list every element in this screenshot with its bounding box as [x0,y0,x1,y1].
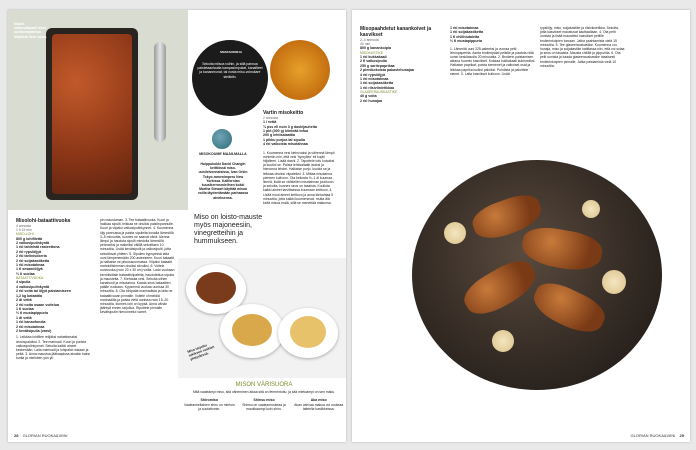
chicken-recipe-col2 [450,26,536,76]
world-title: MISOKOUME MAAILMALLA [199,152,247,156]
ingredient: 2 rkl rypsiöljyä [16,249,42,254]
method-b: pin maustuman. 3. Tee bataattivuoka. Kuori ja hakkaa sipulit, leikkaa ne ohuiksi paistinpannulle. Kuori ja viipaloi valkosipulinkynnet. 4. Kuumenna öljy pannussa ja paista sipuleita kovalla lämmöllä 3–5 minuuttia, kunnes ne saavat väriä. Alenna lämpö ja hauduta sipulit miedolla lämmöllä pehmeiksi ja makeiksi välillä sekoittaen 10 minuuttia. Lisää kevätsipulit ja valkosipulit, jotta sekoittuvat yhteen. 5. Sipulien kypsyessä laita uuni lämpenemään 200 asteeseen. Kuori bataatit ja halkaise ne pituussuunnassa. Viipaloi bataatit mahdollisimman ohuiksi siivuiksi. 6. Voitele uunivuoka (noin 20 x 30 cm) voilla. Lado vuokaan kerroksittain bataattiviipaleita, haudutettua sipulia ja mausteita. 7. Kiehauta vesi. Sekoita siihen kanafondi ja misotahna. Kaada seos bataattien päälle vuokaan. Kypsennä vuokaa uunissa 30 minuuttia. 8. Ota lohipalat marinadista ja laita ne bataattivuoan pinnalle. Voitele ohmeldiä marinadilla ja paista vielä uunissa noin 15–20 minuuttia, kunnes lohi on kypsä. Anna vähän jäähtyä ennen tarjoilua. Ripottele pinnalle kevätsipulin hienonnetut varret. [100,218,175,315]
ingredient: 1 rkl tahinistä rasteettona [16,245,60,250]
ingredient: 4 rkl rypsiöljyä [360,72,386,77]
ingredient: 2 kevätsipulia (varsi) [16,328,52,333]
right-page [352,10,690,442]
ingredient: 2 rkl voita tai öljyä paistamiseen [16,289,71,294]
section-head: BATAATTIVUOKA [16,276,44,281]
ingredient: ½ tl mustapippuria [450,39,482,44]
ingredient: 1 rkl misotahnaa [16,263,45,268]
world-globe-icon [211,128,233,150]
photo-caption-bottom: Miso maustaa sekä pastat että kasvikset ja kastikkeen pinnalle kuten broilerin. [368,410,413,423]
variety-name: Shiromiso [200,398,219,403]
soup-ingredient: 1 pkt (300 g) kiinteää tofua [263,129,309,134]
ingredient: 1 tl sesamiöljyä [16,267,43,272]
ingredient: 800 g kanankoipia [360,46,391,51]
salmon-recipe [16,218,94,361]
tip-badge-label: SMAKSUKIRJA [219,50,242,54]
cauliflower [602,270,626,294]
cast-iron-pan [412,160,662,390]
ingredient: 2 valkosipulinkyntä [16,241,50,246]
soup-ingredient: 4 rkl valkoista misotahnaa [263,142,308,147]
folio-num: 28 [14,433,19,438]
method-a: 1. Leikkaa lohifilee reiljäksi nahattomaksi annospaloiksi. 2. Tee marinadi. Kuori ja purista valkosipulinkynnet. Sekoita kaikki aineet keskenään. Laita marinadi ja lohipalat rasiaan ja peitä. 3. Anna maustua jääkaapissa ainakin kaksi tuntia ja mieluiten yön yli. [16,335,90,361]
method-continued: rypsiöljy, miso, soijakastike ja riisiviinietikka. Sekoita, jotta kasvikset maustuvat kauttaaltaan. 4. Ota pelti uunista ja lisää maustetut kasvikset peltille broilerinkoipien lomaan. Jatka paahtamista vielä 15 minuuttia. 5. Tee glaseerauskastike. Kuumenna voi, hunaja, miso ja soijakastike kattilassa niin, että voi sulaa ja seos on tasaista. Mausta chilillä ja pippurilla. 6. Ota pelti uunista ja kaada glaseerauskastike tasaisesti broilerinkoipien pinnalle. Jatka paistamista vielä 10 minuuttia. [540,26,625,68]
section-head: MISO-LOHI [16,232,34,237]
ingredient: 2 rkl noita osaan voitelua [16,302,59,307]
variety-shinsu [239,398,290,411]
folio-text: GLORIAN RUOKA&VIINI [630,433,676,438]
miso-salmon-dish-photo [8,10,188,210]
recipe-title: Misopaahdetut kanankoivet ja kasvikset [360,26,432,38]
ingredient: 1 rkl kanaofondia [16,320,46,325]
ingredient: 2 rkl misotahnaa [16,324,45,329]
ingredient: 1 rkl kukkakaali [360,55,387,60]
variety-name: Shinsu miso [253,398,275,403]
ingredient: 40 g voita [360,94,377,99]
ingredient: 1 rkl misotahnaa [360,77,389,82]
shinsu-miso [290,316,326,348]
ingredient: 4 sipulia [16,280,31,285]
method: 1. Lämmitä uuni 225-asteeksi ja vuoraa pelti leivinpaperilla. Aseta broileripalat pelkille ja paahda niitä uunin keskitasolla 20 minuuttia. 2. Broilerin paistamisen aikana huomio kasvikset. Kukkaa kukkakaali kukinnoiksi. Halkaise paprikat, poista siemenet ja valkoiset osat ja leikkaa paprika isoiksi paloiksi. Puhdista ja paloittele sienet. 3. Laita kasvikset kulhoon. Lisää [450,46,536,76]
chicken-recipe [360,26,446,103]
folio-num: 29 [679,433,684,438]
soup-ingredient: ¾ pss eli noin 3 g dashijauheita [263,124,317,129]
ingredient: 2 rkl hunajaa [360,98,382,103]
ingredient: 4 valkosipulinkyntä [16,284,50,289]
soup-recipe [263,110,335,205]
soup-ingredient: 1 pikku purjoa tai sipulia [263,137,305,142]
soup-method: 1. Kuumenna vesi kiehuvaksi ja vähennä lämpö minimiin niin, että vesi 'hymyilee' eli kuplii hiljalleen. Lisää dashi. 2. Tapottele tofu kuivaksi ja kuutioi se. Paista lehtisalaatti isoiksi ja hienonna lehdet. Halkaise purjo, kuutioi se ja leikkaa ohuiksi viipaleiksi. 3. Mittaa misotahna pieneen kulhoon. Ota keitosta ½–1 dl kuumaa liemiä, lisää se vähitellen misotahnan joukkoon ja sekoita, kunnes seos on tasaista. Kuullota kaikki aineet tarvittaessa kuumaan keittoon. 4. Lisää muut aineet keittoon ja anna kiehahtaa 5 minuuttia, jotta kaikki kuumenevat, mutta älä keitä misoa enää, sillä se menettää makunsa. [263,150,335,206]
bowls-caption: Miso tarjottu tukiksen ruokien yhteydessä. [186,343,216,362]
section-head: GLASEERAUSKASTIKE [360,90,398,95]
ingredient: 2 dl vettä [16,298,32,303]
left-page [8,10,346,442]
ingredient: 1 rkl misotahnaa [450,26,479,30]
recipe-title: Misolohi-bataattivuoka [16,218,71,224]
aka-miso [196,272,236,304]
recipe-time: 40 min [360,42,371,47]
miso-bowls-photo [178,258,346,378]
salmon-bake [52,34,132,194]
variety-shiro [184,398,235,411]
photo-caption-top: Makea kattavuttipaali tekee uunitomaatteista tilipäistä iteta ruuan. [14,22,47,39]
soup-ingredient: 200 g lehtisalaattia [263,133,295,138]
shiro-miso [232,314,272,346]
recipe-servings: 4 annosta [16,224,31,228]
ingredient: ½ tl mustapippuria [16,311,48,316]
miso-varieties [184,382,344,411]
miso-soup-photo [270,40,330,100]
cauliflower [444,222,466,244]
page-number-right [631,433,684,438]
folio-text: GLORIAN RUOKA&VIINI [22,433,68,438]
variety-text: Vaaleankeltainen shiro on mietoin ja suolattomin. [184,402,235,411]
ingredient: 2 rkl soijakastiketta [16,258,50,263]
cauliflower [492,330,514,352]
ingredient: ½ tl suolaa [16,271,35,276]
ingredient: 1 tl suolaa [16,306,34,311]
ingredient: 1 rkl soijakastiketta [450,30,484,35]
cauliflower [582,200,600,218]
handwritten-note: Kanan rapeakuorinen kuori sopii hyvin myös jälkiruoka-haaastejoille. [619,133,678,166]
serving-spoon [154,42,166,142]
ingredient: 2 pienikokoista pakastehunajaa [360,68,414,73]
ingredient: 800 g lohifilettä [16,236,43,241]
soup-servings: 2 annosta [263,116,278,120]
soup-title: Vartin misokeitto [263,110,304,116]
varieties-columns [184,398,344,411]
section-head: MISOKASTIKE [360,50,383,55]
recipe-servings: 2–4 annosta [360,38,379,42]
variety-aka [293,398,344,411]
page-number-left [14,433,67,438]
ingredient: 2 rkl tarlinisokeria [16,254,47,259]
ingredient: 1 tl chilihiutaleita [450,34,480,39]
ingredient: 1 rkl riisiviinietikkaa [360,85,395,90]
world-text: Huippukokki David Changin keittiössä miso-uunileivonnaisissa, Ivan Orkin Tokyo-ramenimpero New Yorkissa. Kalifornian kuusikerrosmielinen kokki Martha Stewart käyttää misoa voilla täydentämään parhaassa aineksensa. [197,162,249,200]
ingredient: 1 rkl soijakastiketta [360,81,394,86]
ingredient: 250 g saritepaprikaa [360,63,395,68]
recipe-time: 1 h 15 min [16,228,32,233]
pull-quote: Miso on loisto-mauste myös majoneesiin, vinegretteihin ja hummukseen. [194,214,263,245]
tip-badge-text: Sekoita miisoa voihin, ja sillä pannua paistetaanlautta kampasimpukat, kanafileet ja kananmunat, tai nosta miso-voinokare steikkiin. [197,62,263,79]
varieties-intro: Mitä vaaleampi miso, sitä väheminen aikaa sitä on fermentoitu, ja sitä mietoampi on sen maku. [192,390,336,394]
ingredient: 1,2 kg bataattia [16,293,42,298]
variety-text: Akan vahvaa makua voi ruskeaa taiteella kastikkeissa. [294,402,344,411]
chicken-plate-photo [372,130,682,430]
soup-ingredient: 1 l vettä [263,120,277,125]
varieties-title: MISON VÄRISUORA [235,382,293,388]
ingredient: 1 dl vettä [16,315,32,320]
variety-name: Aka miso [310,398,327,403]
variety-text: Shinsu on vaaleanruskeaa ja maukkaampi kuin shiro. [242,402,286,411]
ingredient: 2 tl valkosipulia [360,59,387,64]
